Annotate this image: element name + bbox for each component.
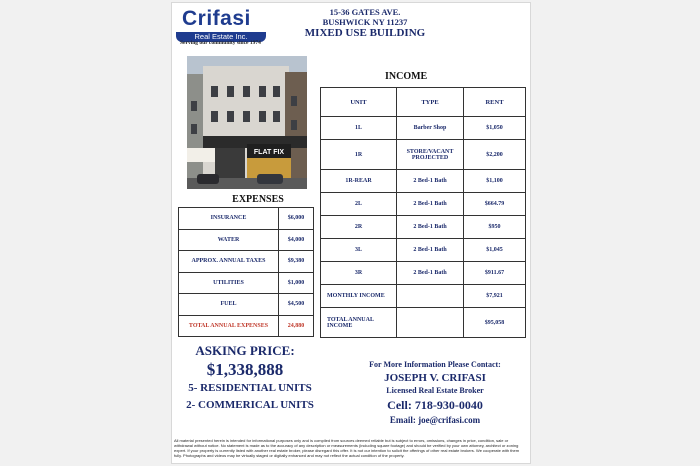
expense-label: UTILITIES bbox=[179, 272, 279, 294]
contact-phone[interactable]: Cell: 718-930-0040 bbox=[387, 398, 483, 412]
unit-cell: 1R-REAR bbox=[321, 170, 397, 193]
rent-cell: $1,050 bbox=[464, 117, 526, 140]
table-row bbox=[179, 208, 314, 230]
page-title: MIXED USE BUILDING bbox=[304, 27, 426, 39]
expense-label: FUEL bbox=[179, 294, 279, 316]
total-expenses-value: 24,880 bbox=[279, 315, 314, 337]
monthly-income-label: MONTHLY INCOME bbox=[321, 285, 397, 308]
rent-cell: $911.67 bbox=[464, 262, 526, 285]
expense-value: $6,000 bbox=[279, 208, 314, 230]
expenses-table bbox=[178, 207, 314, 337]
logo-wordmark: Crifasi bbox=[182, 7, 251, 30]
unit-cell: 2R bbox=[321, 216, 397, 239]
expense-label: WATER bbox=[179, 229, 279, 251]
type-cell: Barber Shop bbox=[397, 117, 464, 140]
annual-income-label: TOTAL ANNUAL INCOME bbox=[321, 308, 397, 338]
col-rent: RENT bbox=[464, 88, 526, 117]
table-row bbox=[321, 239, 526, 262]
table-row bbox=[179, 294, 314, 316]
asking-price-label: ASKING PRICE: bbox=[195, 343, 295, 358]
total-expenses-row bbox=[179, 315, 314, 337]
table-row bbox=[321, 170, 526, 193]
disclaimer: All material presented herein is intended for informational purposes only and is compiled from sources deemed reliable but is subject to errors, omissions, changes in price, condition, sale or withdrawal without notice. No statement is made as to the accuracy of any description or measurements (including square footage) and should be verified by your own attorney, architect or zoning expert. If your property is currently listed with another real estate broker, please disregard this offer. It is not our intention to solicit the offerings of other real estate brokers. We cooperate with them fully. Photographs and videos may be virtually staged or digitally enhanced and may not reflect the actual condition of the property. bbox=[174, 438, 520, 458]
type-cell: STORE/VACANT PROJECTED bbox=[397, 140, 464, 170]
table-row bbox=[321, 140, 526, 170]
col-type: TYPE bbox=[397, 88, 464, 117]
income-heading: INCOME bbox=[385, 71, 428, 82]
table-row bbox=[179, 251, 314, 273]
building-photo bbox=[187, 56, 307, 189]
type-cell: 2 Bed-1 Bath bbox=[397, 262, 464, 285]
table-row bbox=[179, 229, 314, 251]
expense-value: $4,000 bbox=[279, 229, 314, 251]
unit-cell: 3R bbox=[321, 262, 397, 285]
company-logo bbox=[176, 8, 266, 42]
type-cell: 2 Bed-1 Bath bbox=[397, 193, 464, 216]
address-line-1: 15-36 GATES AVE. bbox=[329, 7, 401, 17]
annual-income-value: $95,058 bbox=[464, 308, 526, 338]
contact-role: Licensed Real Estate Broker bbox=[386, 386, 484, 395]
unit-cell: 2L bbox=[321, 193, 397, 216]
contact-email[interactable]: Email: joe@crifasi.com bbox=[389, 415, 481, 425]
type-cell: 2 Bed-1 Bath bbox=[397, 170, 464, 193]
address-line-2: BUSHWICK NY 11237 bbox=[322, 17, 408, 27]
rent-cell: $664.79 bbox=[464, 193, 526, 216]
annual-income-row bbox=[321, 308, 526, 338]
table-row bbox=[179, 272, 314, 294]
rent-cell: $2,200 bbox=[464, 140, 526, 170]
unit-cell: 1L bbox=[321, 117, 397, 140]
table-row bbox=[321, 262, 526, 285]
residential-units: 5- RESIDENTIAL UNITS bbox=[188, 382, 312, 394]
expenses-heading: EXPENSES bbox=[232, 194, 284, 205]
logo-subtitle: Real Estate Inc. bbox=[176, 32, 266, 42]
expense-label: APPROX. ANNUAL TAXES bbox=[179, 251, 279, 273]
empty-cell bbox=[397, 285, 464, 308]
rent-cell: $950 bbox=[464, 216, 526, 239]
expense-value: $1,000 bbox=[279, 272, 314, 294]
unit-cell: 1R bbox=[321, 140, 397, 170]
total-expenses-label: TOTAL ANNUAL EXPENSES bbox=[179, 315, 279, 337]
income-header-row bbox=[321, 88, 526, 117]
table-row bbox=[321, 193, 526, 216]
col-unit: UNIT bbox=[321, 88, 397, 117]
empty-cell bbox=[397, 308, 464, 338]
type-cell: 2 Bed-1 Bath bbox=[397, 239, 464, 262]
logo-tagline: Serving our community since 1974 bbox=[180, 40, 261, 46]
table-row bbox=[321, 216, 526, 239]
expense-label: INSURANCE bbox=[179, 208, 279, 230]
monthly-income-value: $7,921 bbox=[464, 285, 526, 308]
type-cell: 2 Bed-1 Bath bbox=[397, 216, 464, 239]
rent-cell: $1,045 bbox=[464, 239, 526, 262]
expense-value: $9,380 bbox=[279, 251, 314, 273]
asking-price-value: $1,338,888 bbox=[206, 360, 284, 379]
rent-cell: $1,100 bbox=[464, 170, 526, 193]
commercial-units: 2- COMMERICAL UNITS bbox=[186, 399, 314, 411]
income-table bbox=[320, 87, 526, 338]
table-row bbox=[321, 117, 526, 140]
contact-heading: For More Information Please Contact: bbox=[369, 360, 501, 369]
building-photo-image bbox=[187, 56, 307, 189]
storefront-sign: FLAT FIX bbox=[253, 149, 285, 156]
monthly-income-row bbox=[321, 285, 526, 308]
expense-value: $4,500 bbox=[279, 294, 314, 316]
unit-cell: 3L bbox=[321, 239, 397, 262]
contact-name: JOSEPH V. CRIFASI bbox=[384, 372, 486, 384]
